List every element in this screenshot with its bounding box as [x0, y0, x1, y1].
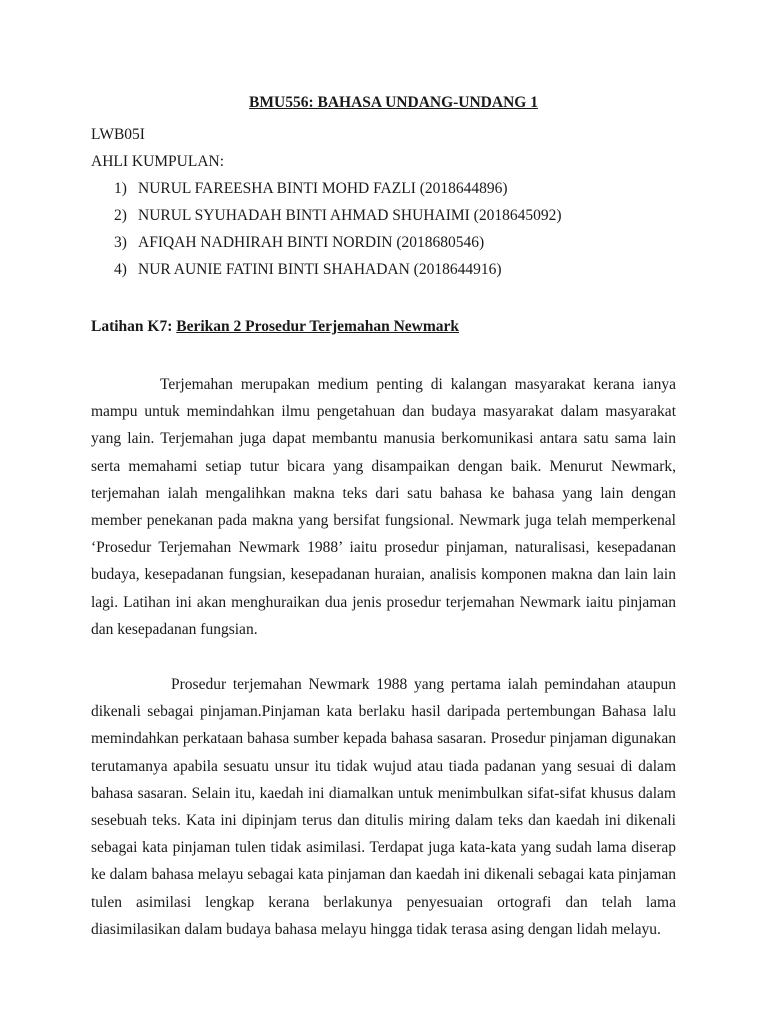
list-number: 2) [114, 207, 127, 224]
list-number: 3) [114, 234, 127, 251]
list-number: 1) [114, 180, 127, 197]
member-name: NURUL SYUHADAH BINTI AHMAD SHUHAIMI (2018645092) [138, 207, 562, 224]
list-item [91, 202, 676, 229]
exercise-heading [91, 317, 676, 337]
member-name: AFIQAH NADHIRAH BINTI NORDIN (2018680546) [138, 234, 485, 251]
class-code: LWB05I [91, 126, 145, 143]
document-title: BMU556: BAHASA UNDANG-UNDANG 1 [249, 94, 538, 111]
member-list [91, 175, 676, 283]
member-name: NUR AUNIE FATINI BINTI SHAHADAN (2018644916) [138, 261, 502, 278]
exercise-task: Berikan 2 Prosedur Terjemahan Newmark [176, 318, 459, 335]
list-item [91, 256, 676, 283]
member-name: NURUL FAREESHA BINTI MOHD FAZLI (2018644896) [138, 180, 508, 197]
body-paragraph: Terjemahan merupakan medium penting di kalangan masyarakat kerana ianya mampu untuk memindahkan ilmu pengetahuan dan budaya masyarakat dalam masyarakat yang lain. Terjemahan juga dapat membantu manusia berkomunikasi antara satu sama lain serta memahami setiap tutur bicara yang disampaikan dengan baik. Menurut Newmark, terjemahan ialah mengalihkan makna teks dari satu bahasa ke bahasa yang lain dengan member penekanan pada makna yang bersifat fungsional. Newmark juga telah memperkenal ‘Prosedur Terjemahan Newmark 1988’ iaitu prosedur pinjaman, naturalisasi, kesepadanan budaya, kesepadanan fungsian, kesepadanan huraian, analisis komponen makna dan lain lain lagi. Latihan ini akan menghuraikan dua jenis prosedur terjemahan Newmark iaitu pinjaman dan kesepadanan fungsian. [91, 376, 676, 638]
exercise-label: Latihan K7: [91, 318, 173, 335]
list-item [91, 175, 676, 202]
list-number: 4) [114, 261, 127, 278]
list-item [91, 229, 676, 256]
group-label: AHLI KUMPULAN: [91, 153, 225, 170]
body-paragraph: Prosedur terjemahan Newmark 1988 yang pertama ialah pemindahan ataupun dikenali sebagai pinjaman.Pinjaman kata berlaku hasil daripada pertembungan Bahasa lalu memindahkan perkataan bahasa sumber kepada bahasa sasaran. Prosedur pinjaman digunakan terutamanya apabila sesuatu unsur itu tidak wujud atau tiada padanan yang sesuai di dalam bahasa sasaran. Selain itu, kaedah ini diamalkan untuk menimbulkan sifat-sifat khusus dalam sesebuah teks. Kata ini dipinjam terus dan ditulis miring dalam teks dan kaedah ini dikenali sebagai kata pinjaman tulen tidak asimilasi. Terdapat juga kata-kata yang sudah lama diserap ke dalam bahasa melayu sebagai kata pinjaman dan kaedah ini dikenali sebagai kata pinjaman tulen asimilasi lengkap kerana berlakunya penyesuaian ortografi dan telah lama diasimilasikan dalam budaya bahasa melayu hingga tidak terasa asing dengan lidah melayu. [91, 676, 676, 938]
